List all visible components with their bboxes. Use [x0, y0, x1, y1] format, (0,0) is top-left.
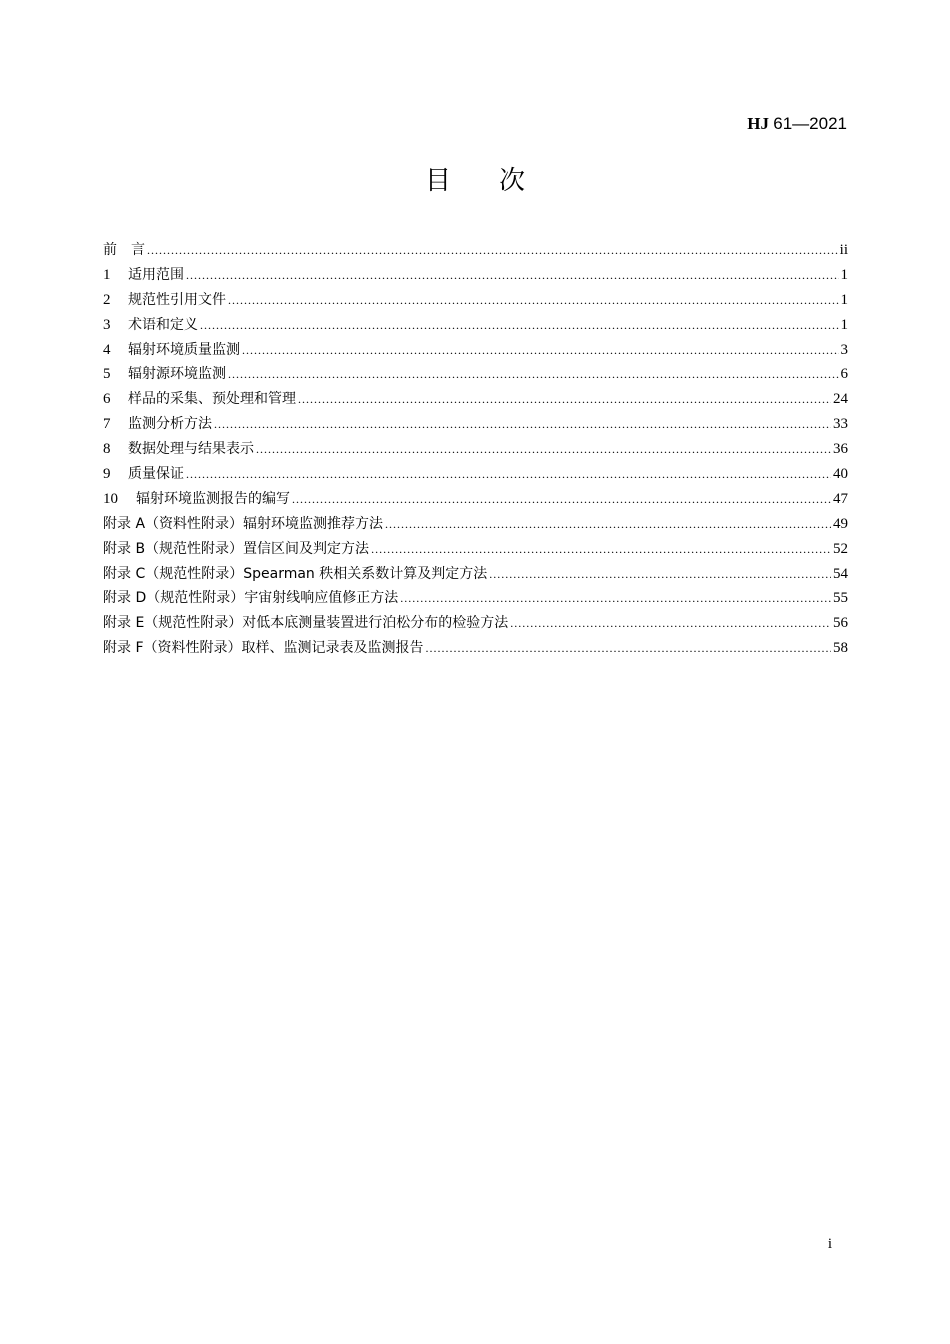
toc-leader-dots — [200, 318, 839, 333]
toc-entry-page: 56 — [833, 615, 848, 632]
page-title: 目次 — [424, 166, 573, 196]
toc-entry-page: 6 — [840, 366, 848, 383]
toc-entry[interactable] — [103, 463, 848, 488]
toc-leader-dots — [242, 343, 839, 358]
toc-entry-page: 33 — [833, 416, 848, 433]
toc-entry-page: 49 — [833, 515, 848, 532]
toc-entry-number: 4 — [103, 341, 111, 358]
toc-entry-label: 附录 C（规范性附录）Spearman 秩相关系数计算及判定方法 — [103, 565, 488, 582]
toc-entry-label: 样品的采集、预处理和管理 — [128, 391, 296, 408]
toc-leader-dots — [371, 542, 831, 557]
toc-entry-number: 1 — [103, 266, 111, 283]
toc-entry-page: 24 — [833, 391, 848, 408]
toc-entry[interactable] — [103, 264, 848, 289]
toc-entry-number: 2 — [103, 291, 111, 308]
toc-entry-label: 数据处理与结果表示 — [128, 441, 254, 458]
toc-entry-number: 9 — [103, 466, 111, 483]
toc-entry-number: 5 — [103, 366, 111, 383]
toc-entry-label: 前 言 — [103, 242, 145, 258]
toc-entry[interactable] — [103, 538, 848, 563]
toc-leader-dots — [510, 616, 831, 631]
toc-entry-label: 质量保证 — [128, 466, 184, 483]
toc-entry-label: 附录 F（资料性附录）取样、监测记录表及监测报告 — [103, 640, 424, 657]
toc-leader-dots — [147, 243, 838, 258]
toc-entry-label: 附录 D（规范性附录）宇宙射线响应值修正方法 — [103, 590, 399, 607]
toc-entry-label: 规范性引用文件 — [128, 291, 226, 308]
toc-entry-page: ii — [839, 242, 848, 258]
toc-entry-number: 7 — [103, 416, 111, 433]
toc-entry-page: 3 — [840, 341, 848, 358]
toc-entry-number: 8 — [103, 441, 111, 458]
toc-leader-dots — [256, 442, 831, 457]
toc-entry[interactable] — [103, 587, 848, 612]
toc-entry-label: 监测分析方法 — [128, 416, 212, 433]
toc-entry-label: 辐射环境监测报告的编写 — [136, 490, 290, 507]
toc-entry-label: 附录 E（规范性附录）对低本底测量装置进行泊松分布的检验方法 — [103, 615, 509, 632]
toc-leader-dots — [400, 591, 831, 606]
toc-entry-page: 1 — [840, 291, 848, 308]
toc-entry[interactable] — [103, 413, 848, 438]
toc-entry-page: 54 — [833, 565, 848, 582]
table-of-contents — [103, 239, 848, 662]
toc-entry-number: 6 — [103, 391, 111, 408]
toc-entry[interactable] — [103, 289, 848, 314]
toc-leader-dots — [385, 517, 831, 532]
toc-entry[interactable] — [103, 637, 848, 662]
toc-entry-page: 55 — [833, 590, 848, 607]
toc-entry-page: 40 — [833, 466, 848, 483]
toc-entry[interactable] — [103, 488, 848, 513]
toc-entry-number: 10 — [103, 490, 118, 507]
toc-leader-dots — [228, 293, 839, 308]
toc-entry-page: 52 — [833, 540, 848, 557]
page-number: i — [827, 1236, 832, 1252]
toc-entry[interactable] — [103, 239, 848, 264]
toc-entry[interactable] — [103, 314, 848, 339]
toc-leader-dots — [292, 492, 831, 507]
toc-entry[interactable] — [103, 513, 848, 538]
toc-leader-dots — [186, 467, 831, 482]
toc-entry[interactable] — [103, 563, 848, 588]
document-code — [747, 114, 847, 134]
toc-entry[interactable] — [103, 438, 848, 463]
toc-leader-dots — [214, 417, 831, 432]
toc-entry[interactable] — [103, 388, 848, 413]
toc-leader-dots — [228, 367, 839, 382]
toc-entry-label: 辐射环境质量监测 — [128, 341, 240, 358]
toc-entry[interactable] — [103, 612, 848, 637]
toc-entry-page: 1 — [840, 316, 848, 333]
toc-leader-dots — [298, 392, 831, 407]
toc-entry-number: 3 — [103, 316, 111, 333]
toc-leader-dots — [489, 567, 831, 582]
toc-leader-dots — [186, 268, 839, 283]
toc-entry[interactable] — [103, 363, 848, 388]
toc-entry-label: 附录 A（资料性附录）辐射环境监测推荐方法 — [103, 515, 384, 532]
toc-entry[interactable] — [103, 339, 848, 364]
toc-entry-page: 1 — [840, 266, 848, 283]
toc-entry-page: 47 — [833, 490, 848, 507]
toc-entry-page: 58 — [833, 640, 848, 657]
toc-entry-label: 适用范围 — [128, 266, 184, 283]
toc-entry-label: 术语和定义 — [128, 316, 198, 333]
document-code-prefix: HJ — [747, 114, 770, 133]
toc-entry-page: 36 — [833, 441, 848, 458]
toc-entry-label: 辐射源环境监测 — [128, 366, 226, 383]
document-code-number: 61—2021 — [773, 114, 847, 133]
toc-leader-dots — [426, 641, 831, 656]
toc-entry-label: 附录 B（规范性附录）置信区间及判定方法 — [103, 540, 370, 557]
